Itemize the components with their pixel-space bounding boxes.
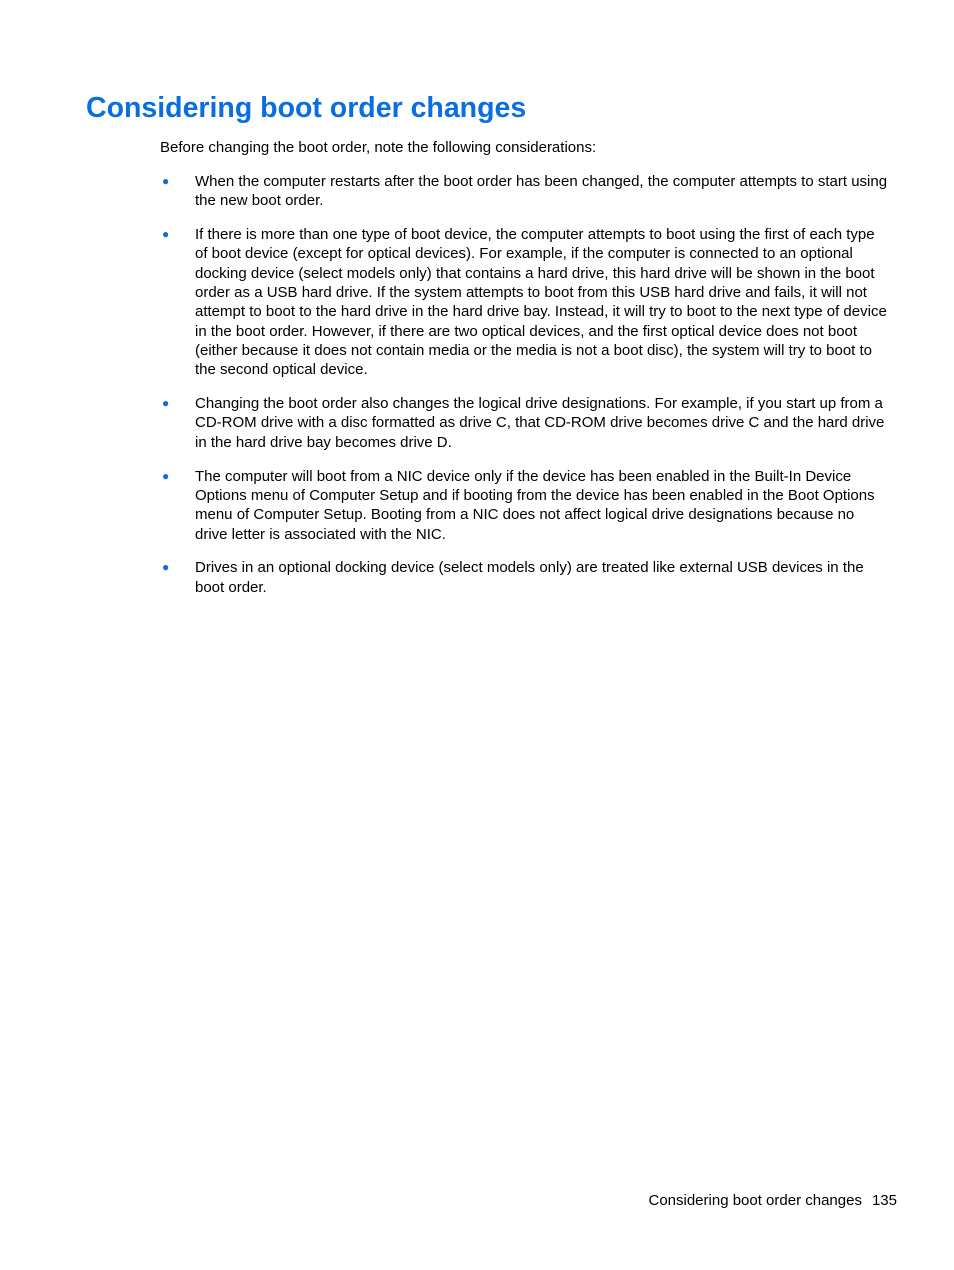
- list-item: [160, 225, 890, 379]
- list-item: [160, 558, 890, 597]
- list-item-text: If there is more than one type of boot device, the computer attempts to boot using the first of each type of boot device (except for optical devices). For example, if the computer is connected to an optional docking device (select models only) that contains a hard drive, this hard drive will be shown in the boot order as a USB hard drive. If the system attempts to boot from this USB hard drive and fails, it will not attempt to boot to the hard drive in the hard drive bay. Instead, it will try to boot to the next type of device in the boot order. However, if there are two optical devices, and the first optical device does not boot (either because it does not contain media or the media is not a boot disc), the system will try to boot to the second optical device.: [195, 226, 887, 379]
- bullet-icon: ●: [162, 396, 170, 411]
- page-title: Considering boot order changes: [86, 92, 527, 124]
- considerations-list: [160, 172, 890, 612]
- list-item: [160, 394, 890, 452]
- list-item: [160, 172, 890, 211]
- list-item-text: When the computer restarts after the boot order has been changed, the computer attempts to start using the new boot order.: [195, 173, 888, 210]
- list-item-text: Changing the boot order also changes the logical drive designations. For example, if you start up from a CD-ROM drive with a disc formatted as drive C, that CD-ROM drive becomes drive C and the hard drive in the hard drive bay becomes drive D.: [195, 395, 885, 451]
- list-item-text: Drives in an optional docking device (select models only) are treated like external USB devices in the boot order.: [195, 559, 864, 596]
- footer-section-title: Considering boot order changes: [648, 1192, 862, 1209]
- list-item: [160, 467, 890, 544]
- bullet-icon: ●: [162, 227, 170, 242]
- bullet-icon: ●: [162, 560, 170, 575]
- bullet-icon: ●: [162, 174, 170, 188]
- page-footer: [648, 1191, 897, 1211]
- list-item-text: The computer will boot from a NIC device only if the device has been enabled in the Built-In Device Options menu of Computer Setup and if booting from the device has been enabled in the Boot Options menu of Computer Setup. Booting from a NIC does not affect logical drive designations because no drive letter is associated with the NIC.: [195, 467, 875, 543]
- intro-paragraph: Before changing the boot order, note the following considerations:: [160, 139, 597, 156]
- footer-page-number: 135: [871, 1192, 897, 1209]
- bullet-icon: ●: [162, 468, 170, 483]
